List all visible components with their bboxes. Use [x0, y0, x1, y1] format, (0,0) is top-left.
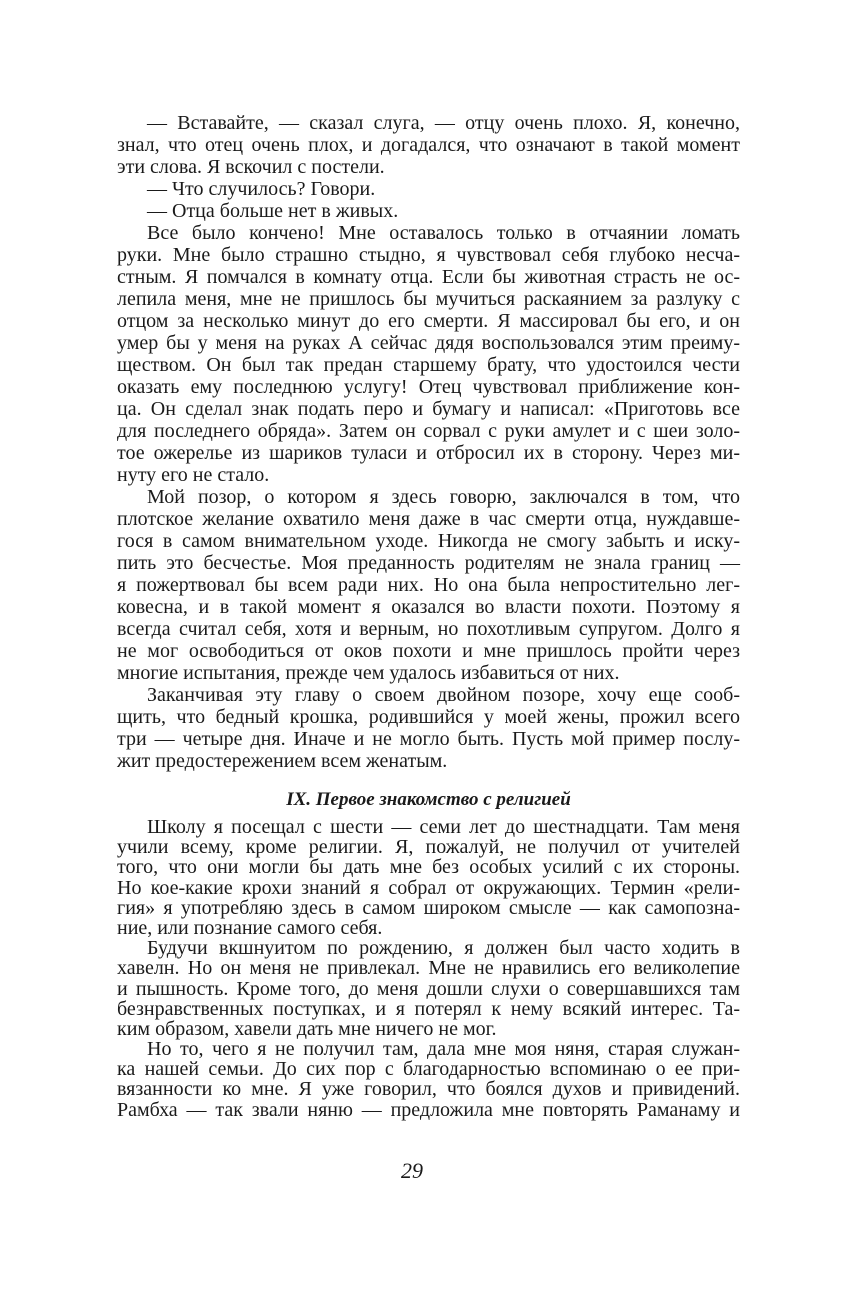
text-line: многие испытания, прежде чем удалось избавиться от них. [117, 662, 620, 684]
text-line: учили всему, кроме религии. Я, пожалуй, не получил от учителей [117, 836, 740, 859]
text-line: Все было кончено! Мне оставалось только в отчаянии ломать [147, 222, 740, 244]
text-line: щить, что бедный крошка, родившийся у моей жены, прожил всего [117, 706, 740, 728]
text-line: ществом. Он был так предан старшему брату, что удостоился чести [117, 354, 740, 376]
paragraph [117, 200, 740, 222]
text-line: стным. Я помчался в комнату отца. Если бы животная страсть не ос- [117, 266, 740, 288]
paragraph [117, 486, 740, 684]
text-line: плотское желание охватило меня даже в час смерти отца, нуждавше- [117, 508, 740, 530]
text-line: Но то, чего я не получил там, дала мне моя няня, старая служан- [147, 1038, 740, 1061]
text-line: — Что случилось? Говори. [147, 178, 376, 200]
text-line: — Отца больше нет в живых. [147, 200, 399, 222]
text-line: отцом за несколько минут до его смерти. Я массировал бы его, и он [117, 310, 740, 332]
text-line: хавелн. Но он меня не привлекал. Мне не нравились его великолепие [117, 957, 740, 980]
text-line: тое ожерелье из шариков туласи и отбросил их в сторону. Через ми- [117, 442, 740, 464]
text-line: Мой позор, о котором я здесь говорю, заключался в том, что [147, 486, 740, 508]
text-line: три — четыре дня. Иначе и не могло быть. Пусть мой пример послу- [117, 728, 740, 750]
text-line: ние, или познание самого себя. [117, 916, 383, 939]
text-line: жит предостережением всем женатым. [117, 750, 448, 772]
text-line: для последнего обряда». Затем он сорвал с руки амулет и с шеи золо- [117, 420, 740, 442]
text-line: ким образом, хавели дать мне ничего не мог. [117, 1017, 497, 1040]
text-line: Рамбха — так звали няню — предложила мне повторять Раманаму и [117, 1098, 740, 1121]
text-line: того, что они могли бы дать мне без особых усилий с их стороны. [117, 856, 740, 879]
text-line: ца. Он сделал знак подать перо и бумагу и написал: «Приготовь все [117, 398, 740, 420]
text-line: ковесна, и в такой момент я оказался во власти похоти. Поэтому я [117, 596, 740, 618]
chapter-heading: IX. Первое знакомство с религией [286, 789, 571, 810]
paragraph [117, 817, 740, 938]
text-line: ка нашей семьи. До сих пор с благодарностью вспоминаю о ее при- [117, 1058, 740, 1081]
text-line: пить это бесчестье. Моя преданность родителям не знала границ — [117, 552, 740, 574]
text-line: не мог освободиться от оков похоти и мне пришлось пройти через [117, 640, 740, 662]
paragraph [117, 684, 740, 772]
text-line: руки. Мне было страшно стыдно, я чувствовал себя глубоко несча- [117, 244, 740, 266]
text-line: гося в самом внимательном уходе. Никогда не смогу забыть и иску- [117, 530, 740, 552]
text-line: — Вставайте, — сказал слуга, — отцу очень плохо. Я, конечно, [147, 112, 740, 134]
text-line: знал, что отец очень плох, и догадался, что означают в такой момент [117, 134, 740, 156]
text-line: оказать ему последнюю услугу! Отец чувствовал приближение кон- [117, 376, 740, 398]
text-line: умер бы у меня на руках А сейчас дядя воспользовался этим преиму- [117, 332, 740, 354]
text-line: я пожертвовал бы всем ради них. Но она была непростительно лег- [117, 574, 740, 596]
text-line: безнравственных поступках, и я потерял к нему всякий интерес. Та- [117, 997, 740, 1020]
text-line: и пышность. Кроме того, до меня дошли слухи о совершавшихся там [117, 977, 740, 1000]
text-line: гия» я употребляю здесь в самом широком смысле — как самопозна- [117, 896, 740, 919]
paragraph [117, 178, 740, 200]
text-line: всегда считал себя, хотя и верным, но похотливым супругом. Долго я [117, 618, 740, 640]
text-line: вязанности ко мне. Я уже говорил, что боялся духов и привидений. [117, 1078, 740, 1101]
page-number: 29 [401, 1158, 423, 1183]
text-line: Будучи вкшнуитом по рождению, я должен был часто ходить в [147, 937, 740, 960]
text-line: Заканчивая эту главу о своем двойном позоре, хочу еще сооб- [147, 684, 740, 706]
text-line: эти слова. Я вскочил с постели. [117, 156, 385, 178]
text-block-top [117, 112, 740, 772]
paragraph [117, 112, 740, 178]
paragraph [117, 222, 740, 486]
text-line: Школу я посещал с шести — семи лет до шестнадцати. Там меня [147, 816, 740, 838]
text-line: Но кое-какие крохи знаний я собрал от окружающих. Термин «рели- [117, 876, 740, 899]
text-line: лепила меня, мне не пришлось бы мучиться раскаянием за разлуку с [117, 288, 740, 310]
paragraph [117, 1039, 740, 1120]
text-block-bottom [117, 817, 740, 1120]
paragraph [117, 938, 740, 1039]
text-line: нуту его не стало. [117, 464, 270, 486]
